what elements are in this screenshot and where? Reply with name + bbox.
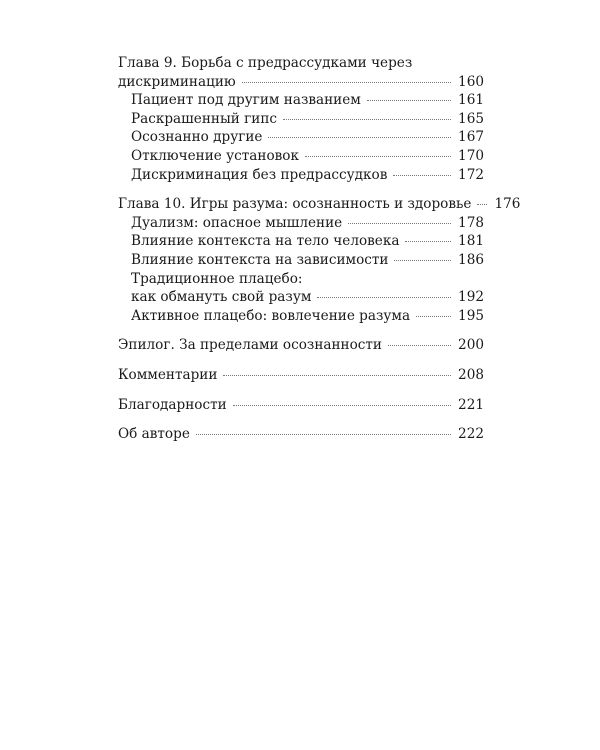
section-title: Дискриминация без предрассудков xyxy=(131,166,388,183)
page-number: 161 xyxy=(458,92,484,109)
toc-section-entry[interactable] xyxy=(118,288,484,307)
chapter-9-title-line1 xyxy=(118,54,484,73)
toc-section-entry[interactable] xyxy=(118,232,484,251)
chapter-title: Глава 10. Игры разума: осознанность и здоровье xyxy=(118,196,472,213)
toc-section-entry[interactable] xyxy=(118,110,484,129)
page-number: 195 xyxy=(458,307,484,324)
page-number: 192 xyxy=(458,289,484,306)
dot-leader xyxy=(348,223,451,224)
chapter-9-group xyxy=(118,54,484,184)
page-number: 160 xyxy=(458,73,484,90)
toc-section-entry[interactable] xyxy=(118,147,484,166)
dot-leader xyxy=(388,345,451,346)
page-number: 181 xyxy=(458,233,484,250)
dot-leader xyxy=(283,119,451,120)
entry-title: Комментарии xyxy=(118,366,218,383)
toc-entry[interactable] xyxy=(118,396,484,415)
section-title: Традиционное плацебо: xyxy=(131,270,303,287)
page-number: 222 xyxy=(458,426,484,443)
page-number: 167 xyxy=(458,129,484,146)
chapter-9-entry[interactable] xyxy=(118,73,484,92)
chapter-10-entry[interactable] xyxy=(118,195,521,214)
section-title: Влияние контекста на тело человека xyxy=(131,233,400,250)
chapter-10-group xyxy=(118,195,521,325)
section-title: Раскрашенный гипс xyxy=(131,110,278,127)
entry-title: Эпилог. За пределами осознанности xyxy=(118,337,382,354)
dot-leader xyxy=(268,137,451,138)
section-title: Влияние контекста на зависимости xyxy=(131,251,389,268)
section-title: Активное плацебо: вовлечение разума xyxy=(131,307,411,324)
table-of-contents xyxy=(118,54,521,455)
dot-leader xyxy=(393,175,451,176)
toc-section-entry[interactable] xyxy=(118,128,484,147)
section-title: Пациент под другим названием xyxy=(131,92,361,109)
page-number: 176 xyxy=(494,196,521,213)
dot-leader xyxy=(196,434,451,435)
toc-entry[interactable] xyxy=(118,425,484,444)
toc-section-entry[interactable] xyxy=(118,166,484,185)
toc-section-entry[interactable] xyxy=(118,91,484,110)
dot-leader xyxy=(367,100,451,101)
dot-leader xyxy=(394,260,451,261)
toc-section-entry[interactable] xyxy=(118,307,484,326)
back-matter-entry xyxy=(118,336,484,355)
page-number: 200 xyxy=(458,337,484,354)
toc-section-title-line1 xyxy=(118,270,484,289)
toc-entry[interactable] xyxy=(118,366,484,385)
page-number: 172 xyxy=(458,166,484,183)
page-number: 221 xyxy=(458,396,484,413)
section-title: как обмануть свой разум xyxy=(131,289,312,306)
dot-leader xyxy=(233,405,451,406)
dot-leader xyxy=(305,156,451,157)
page-number: 170 xyxy=(458,147,484,164)
page-number: 208 xyxy=(458,366,484,383)
section-title: Дуализм: опасное мышление xyxy=(131,214,343,231)
dot-leader xyxy=(416,316,451,317)
page-number: 165 xyxy=(458,110,484,127)
page-number: 178 xyxy=(458,214,484,231)
back-matter-entry xyxy=(118,425,484,444)
toc-section-entry[interactable] xyxy=(118,214,484,233)
section-title: Осознанно другие xyxy=(131,129,263,146)
dot-leader xyxy=(223,375,451,376)
entry-title: Об авторе xyxy=(118,426,190,443)
entry-title: Благодарности xyxy=(118,396,227,413)
back-matter-entry xyxy=(118,366,484,385)
chapter-title: дискриминацию xyxy=(118,73,236,90)
chapter-title: Глава 9. Борьба с предрассудками через xyxy=(118,55,413,71)
dot-leader xyxy=(242,82,451,83)
back-matter-entry xyxy=(118,396,484,415)
dot-leader xyxy=(405,241,451,242)
toc-entry[interactable] xyxy=(118,336,484,355)
dot-leader xyxy=(477,204,487,205)
dot-leader xyxy=(317,297,451,298)
section-title: Отключение установок xyxy=(131,147,299,164)
page-number: 186 xyxy=(458,251,484,268)
toc-section-entry[interactable] xyxy=(118,251,484,270)
